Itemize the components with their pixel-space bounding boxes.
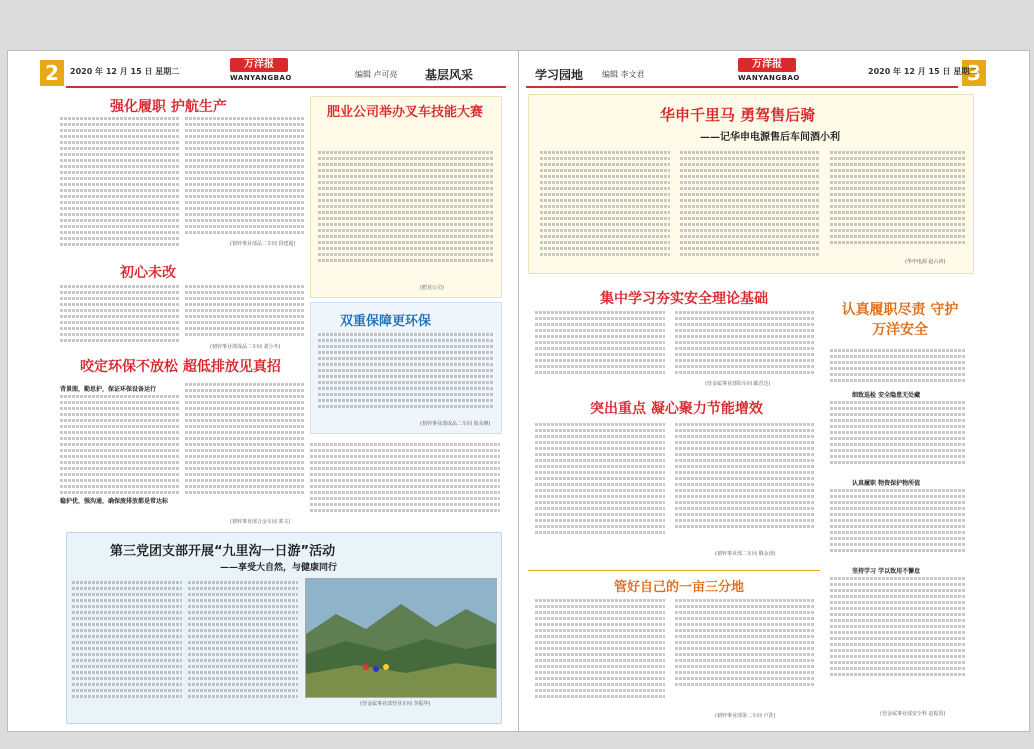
article-body xyxy=(535,596,665,716)
article-title: 初心未改 xyxy=(120,265,176,281)
article-body xyxy=(310,440,500,520)
article-body xyxy=(535,308,665,384)
article-body xyxy=(318,330,494,416)
article-body xyxy=(185,380,305,510)
article-title: 集中学习夯实安全理论基础 xyxy=(600,291,768,307)
left-masthead-sub: WANYANGBAO xyxy=(230,74,292,82)
article-body xyxy=(72,578,182,714)
left-masthead-logo: 万洋报 xyxy=(230,58,288,72)
article-body xyxy=(675,596,815,706)
article-body xyxy=(60,114,180,254)
article-body xyxy=(830,148,965,248)
article-body xyxy=(185,282,305,342)
article-subhead: 细致巡检 安全隐患无处藏 xyxy=(852,392,921,399)
right-header-rule xyxy=(526,86,958,88)
article-title: 咬定环保不放松 超低排放见真招 xyxy=(80,359,281,375)
article-title: 管好自己的一亩三分地 xyxy=(614,580,745,595)
article-title: 认真履职尽责 守护万洋安全 xyxy=(841,302,959,338)
article-title: 华申千里马 勇驾售后骑 xyxy=(660,106,816,124)
article-body xyxy=(318,148,494,278)
article-body xyxy=(60,392,180,508)
article-credit: (韧锌事业部成品二车间 刘小冬) xyxy=(210,344,281,350)
right-section-title: 学习园地 xyxy=(535,68,584,82)
left-section-title: 基层风采 xyxy=(425,68,474,82)
article-body xyxy=(540,148,670,260)
article-body xyxy=(680,148,820,260)
article-body xyxy=(60,282,180,348)
section-divider xyxy=(528,570,820,571)
article-title: 强化履职 护航生产 xyxy=(110,99,227,115)
article-subhead: 背景图，勤思护，保证环保设备运行 xyxy=(60,386,157,393)
right-masthead-sub: WANYANGBAO xyxy=(738,74,800,82)
article-credit: (韧锌事业部第二车间 卢洗) xyxy=(715,713,776,719)
article-subhead: 稳护优，强沟通，确保废排放都是常达标 xyxy=(60,498,169,505)
feature-title: 第三党团支部开展“九里沟一日游”活动 xyxy=(110,544,336,559)
right-masthead-logo: 万洋报 xyxy=(738,58,796,72)
article-title: 肥业公司举办叉车技能大赛 xyxy=(326,105,483,120)
article-body xyxy=(830,486,965,562)
landscape-photo-image xyxy=(306,579,496,697)
feature-subtitle: ——享受大自然，与健康同行 xyxy=(220,563,338,573)
article-credit: (肥业公司) xyxy=(420,285,444,291)
article-credit: (韧锌事业部二车间 俄永涛) xyxy=(715,551,776,557)
article-body xyxy=(535,420,665,550)
landscape-photo xyxy=(305,578,497,698)
article-credit: (韧锌事业部合金车间 郭文) xyxy=(230,519,291,525)
article-subtitle: ——记华申电源售后车间酒小利 xyxy=(700,132,840,143)
left-masthead xyxy=(230,58,292,86)
article-body xyxy=(188,578,298,714)
right-page-number: 3 xyxy=(962,60,986,86)
article-body xyxy=(830,398,965,474)
article-credit: (华申电源 赵占涛) xyxy=(905,259,946,265)
left-header-rule xyxy=(66,86,506,88)
article-credit: (韧锌事业部品二车间 段建超) xyxy=(230,241,296,247)
article-body xyxy=(830,346,965,386)
article-subhead: 认真履职 物资保护物所值 xyxy=(852,480,921,487)
article-credit: (营金属事业部营业车间 李振华) xyxy=(360,701,431,707)
left-date: 2020 年 12 月 15 日 星期二 xyxy=(70,67,180,76)
article-body xyxy=(185,114,305,254)
article-title: 双重保障更环保 xyxy=(340,314,432,329)
article-body xyxy=(675,420,815,550)
article-subhead: 坚持学习 学以致用不懈怠 xyxy=(852,568,921,575)
article-credit: (营金属事业部铅车间 邮晋达) xyxy=(705,381,771,387)
article-body xyxy=(675,308,815,384)
left-editor: 编辑 卢可亮 xyxy=(355,70,398,79)
article-title: 突出重点 凝心聚力节能增效 xyxy=(590,401,763,417)
left-page-number: 2 xyxy=(40,60,64,86)
article-credit: (韧锌事业部成品二车间 徐永峰) xyxy=(420,421,491,427)
article-credit: (营金属事业部安全科 赵振国) xyxy=(880,711,946,717)
right-editor: 编辑 李文君 xyxy=(602,70,645,79)
right-date: 2020 年 12 月 15 日 星期二 xyxy=(868,67,978,76)
article-body xyxy=(830,574,965,694)
right-masthead xyxy=(738,58,800,86)
